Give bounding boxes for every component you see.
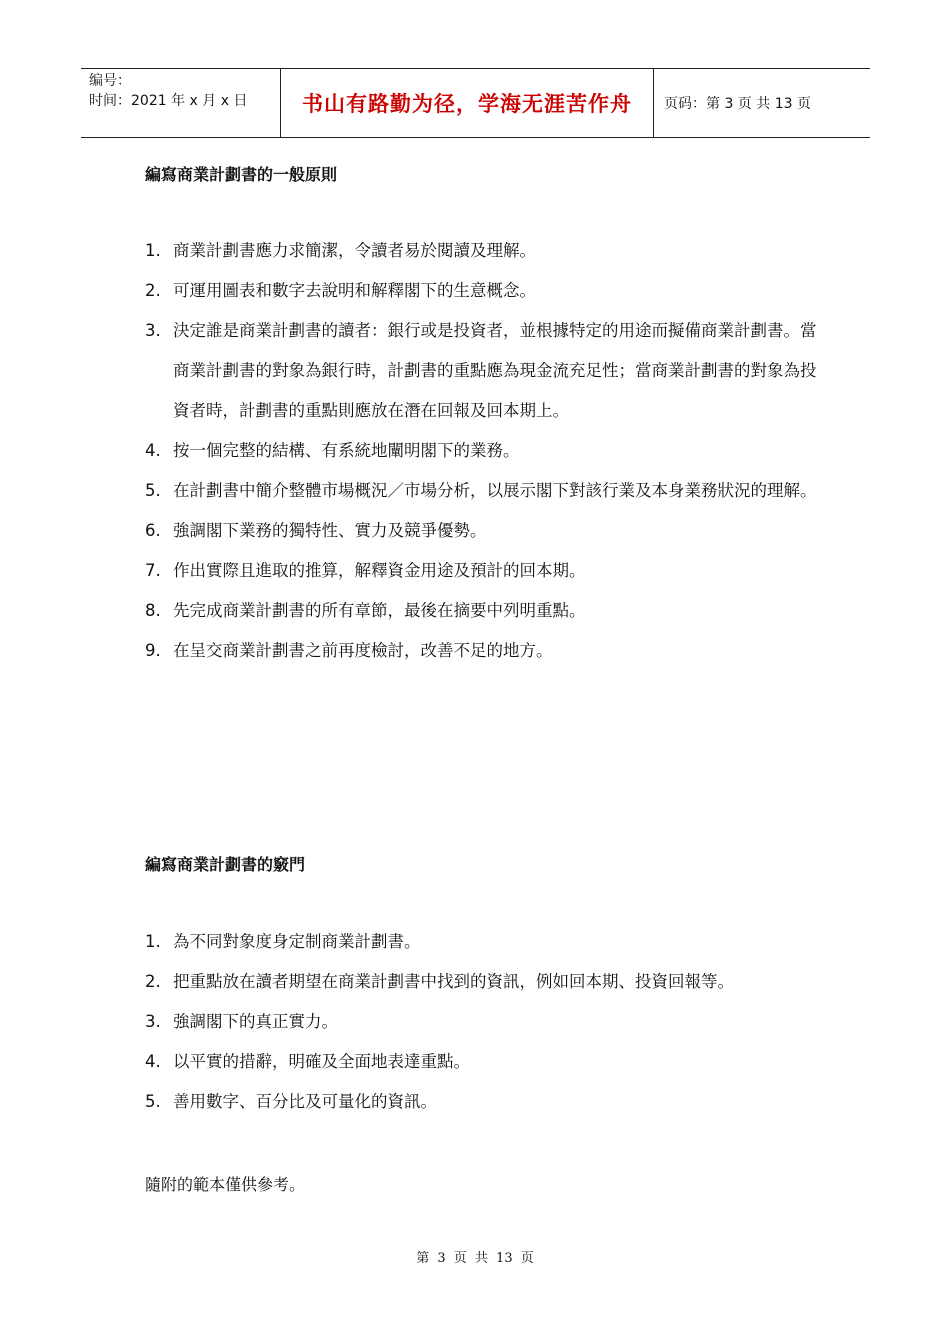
- list-item-number: 2.: [145, 281, 161, 300]
- list-item: [145, 511, 825, 551]
- list-item-text: 商業計劃書應力求簡潔，令讀者易於閱讀及理解。: [173, 241, 536, 260]
- list-item-number: 1.: [145, 241, 161, 260]
- list-item: [145, 1042, 825, 1082]
- section1-list: [145, 231, 825, 671]
- list-item-text: 強調閣下業務的獨特性、實力及競爭優勢。: [173, 521, 487, 540]
- list-item-text: 把重點放在讀者期望在商業計劃書中找到的資訊，例如回本期、投資回報等。: [173, 972, 734, 991]
- list-item-text: 決定誰是商業計劃書的讀者：銀行或是投資者，並根據特定的用途而擬備商業計劃書。當商業計劃書的對象為銀行時，計劃書的重點應為現金流充足性；當商業計劃書的對象為投資者時，計劃書的重點則應放在潛在回報及回本期上。: [173, 321, 817, 420]
- list-item: [145, 551, 825, 591]
- number-label: 编号：: [89, 73, 131, 89]
- closing-note: 隨附的範本僅供參考。: [145, 1175, 306, 1194]
- list-item-number: 4.: [145, 441, 161, 460]
- list-item-number: 3.: [145, 1012, 161, 1031]
- list-item: [145, 311, 825, 431]
- list-item-number: 5.: [145, 1092, 161, 1111]
- page-footer: 第 3 页 共 13 页: [416, 1251, 534, 1266]
- list-item-text: 在計劃書中簡介整體市場概況／市場分析，以展示閣下對該行業及本身業務狀況的理解。: [173, 481, 817, 500]
- list-item-number: 1.: [145, 932, 161, 951]
- list-item: [145, 1002, 825, 1042]
- list-item: [145, 962, 825, 1002]
- list-item-number: 9.: [145, 641, 161, 660]
- list-item-number: 3.: [145, 321, 161, 340]
- list-item: [145, 271, 825, 311]
- list-item-text: 在呈交商業計劃書之前再度檢討，改善不足的地方。: [173, 641, 553, 660]
- list-item: [145, 471, 825, 511]
- header-meta: [81, 69, 281, 137]
- document-header: [81, 68, 870, 138]
- list-item-number: 8.: [145, 601, 161, 620]
- list-item: [145, 1082, 825, 1122]
- list-item-number: 7.: [145, 561, 161, 580]
- list-item-number: 6.: [145, 521, 161, 540]
- list-item: [145, 922, 825, 962]
- section2-title: 編寫商業計劃書的竅門: [145, 855, 306, 874]
- list-item: [145, 231, 825, 271]
- header-motto: 书山有路勤为径，学海无涯苦作舟: [281, 69, 654, 137]
- list-item-text: 以平實的措辭，明確及全面地表達重點。: [173, 1052, 470, 1071]
- time-label: 时间：2021 年 x 月 x 日: [89, 93, 248, 109]
- list-item-text: 按一個完整的結構、有系統地闡明閣下的業務。: [173, 441, 520, 460]
- list-item: [145, 431, 825, 471]
- list-item-text: 為不同對象度身定制商業計劃書。: [173, 932, 421, 951]
- header-page-info: 页码：第 3 页 共 13 页: [664, 96, 811, 112]
- list-item-text: 先完成商業計劃書的所有章節，最後在摘要中列明重點。: [173, 601, 586, 620]
- list-item-text: 可運用圖表和數字去說明和解釋閣下的生意概念。: [173, 281, 536, 300]
- list-item: [145, 591, 825, 631]
- list-item-text: 作出實際且進取的推算，解釋資金用途及預計的回本期。: [173, 561, 586, 580]
- list-item-text: 善用數字、百分比及可量化的資訊。: [173, 1092, 437, 1111]
- list-item-number: 5.: [145, 481, 161, 500]
- list-item-text: 強調閣下的真正實力。: [173, 1012, 338, 1031]
- section1-title: 編寫商業計劃書的一般原則: [145, 165, 338, 184]
- section2-list: [145, 922, 825, 1122]
- list-item-number: 4.: [145, 1052, 161, 1071]
- list-item: [145, 631, 825, 671]
- list-item-number: 2.: [145, 972, 161, 991]
